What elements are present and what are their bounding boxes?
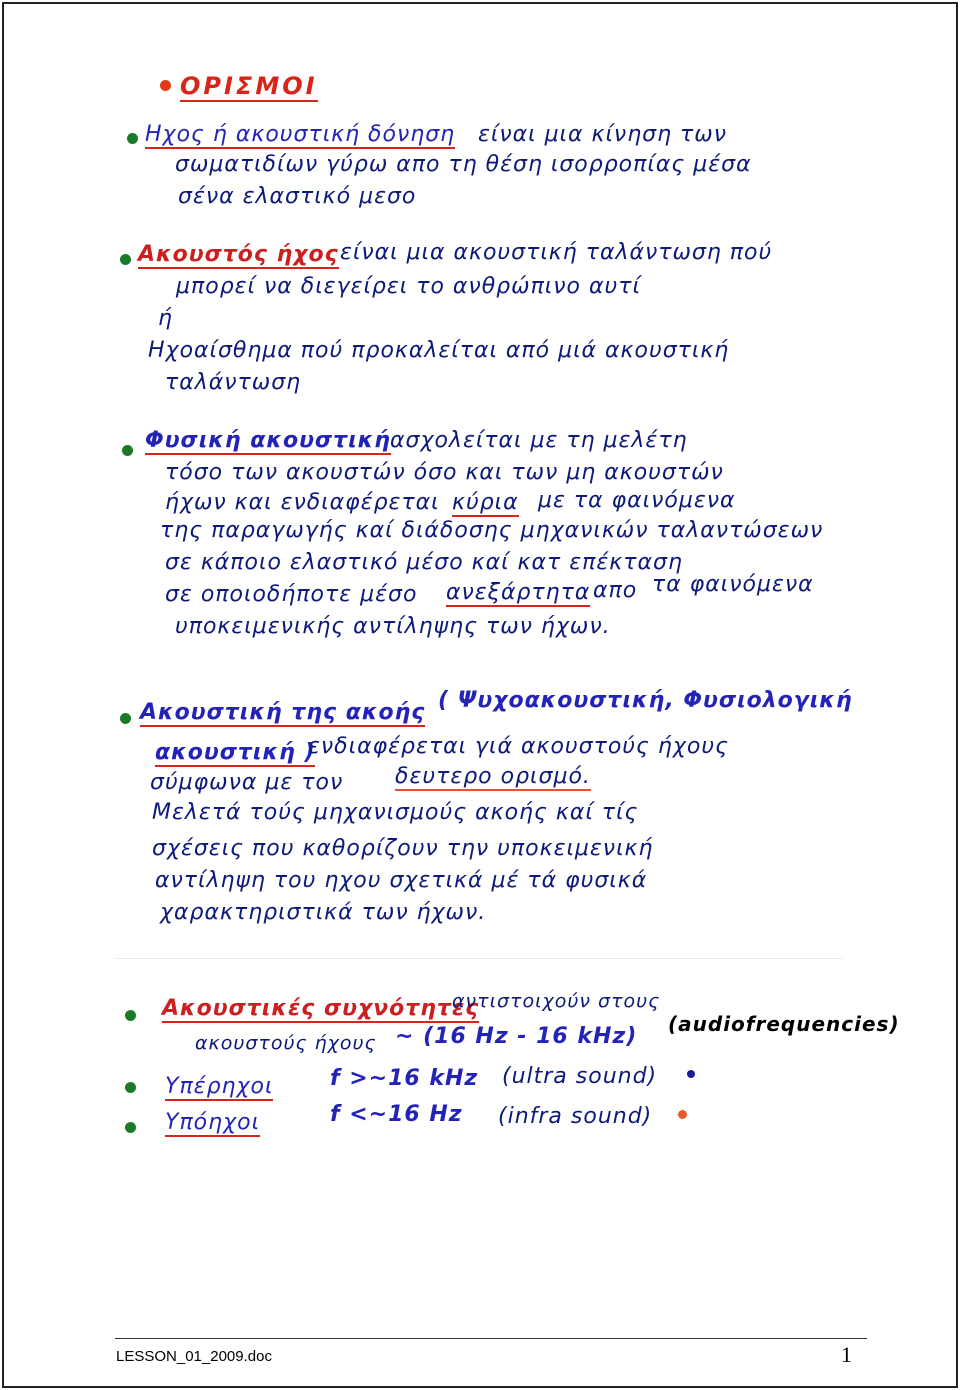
def4-line3a: σύμφωνα με τον <box>150 770 344 795</box>
heading-bullet <box>160 80 171 91</box>
def4-line2a: ακουστική ) <box>155 740 316 765</box>
def4-line5: σχέσεις που καθορίζουν την υποκειμενική <box>152 836 654 861</box>
page-heading: ΟΡΙΣΜΟΙ <box>180 72 318 100</box>
def2-line4: Ηχοαίσθημα πού προκαλείται από μιά ακουστική <box>148 338 730 363</box>
def4-bullet <box>120 713 131 724</box>
def1-term: Ηχος ή ακουστική δόνηση <box>145 122 456 147</box>
def3-line6a: σε οποιοδήποτε μέσο <box>165 582 418 607</box>
def1-line1: είναι μια κίνηση των <box>478 122 727 147</box>
ultra-bullet <box>125 1082 136 1093</box>
ultra-range: f >~16 kHz <box>330 1066 479 1091</box>
def4-line2b: ενδιαφέρεται γιά ακουστούς ήχους <box>308 734 729 759</box>
def3-line2: τόσο των ακουστών όσο και των μη ακουστών <box>165 460 724 485</box>
def3-line6b: ανεξάρτητα <box>446 580 591 605</box>
def4-line6: αντίληψη του ηχου σχετικά μέ τά φυσικά <box>155 868 648 893</box>
infra-name: (infra sound) <box>498 1104 653 1129</box>
ultra-term: Υπέρηχοι <box>165 1074 274 1099</box>
def5-bullet <box>125 1010 136 1021</box>
def3-line3a: ήχων και ενδιαφέρεται <box>165 490 440 515</box>
infra-bullet <box>125 1122 136 1133</box>
footer-rule <box>115 1338 867 1339</box>
def1-bullet <box>127 133 138 144</box>
infra-term: Υπόηχοι <box>165 1110 261 1135</box>
def3-line4: της παραγωγής καί διάδοσης μηχανικών ταλαντώσεων <box>160 518 824 543</box>
infra-dot <box>678 1110 687 1119</box>
def5-term: Ακουστικές συχνότητες <box>162 996 480 1021</box>
def2-line3: ή <box>158 306 173 331</box>
def3-term: Φυσική ακουστική <box>145 428 391 453</box>
def3-line3c: με τα φαινόμενα <box>538 488 736 513</box>
def2-line5: ταλάντωση <box>165 370 302 395</box>
infra-range: f <~16 Hz <box>330 1102 463 1127</box>
def3-line7: υποκειμενικής αντίληψης των ήχων. <box>175 614 611 639</box>
def3-bullet <box>122 445 133 456</box>
ultra-dot <box>687 1070 695 1078</box>
def4-paren: ( Ψυχοακουστική, Φυσιολογική <box>438 688 853 713</box>
def2-bullet <box>120 254 131 265</box>
def4-line7: χαρακτηριστικά των ήχων. <box>160 900 487 925</box>
def5-line1: αντιστοιχούν στους <box>452 990 661 1012</box>
def2-line1: είναι μια ακουστική ταλάντωση πού <box>340 240 773 265</box>
def3-line6d: τα φαινόμενα <box>652 572 814 597</box>
def4-line4: Μελετά τούς μηχανισμούς ακοής καί τίς <box>152 800 639 825</box>
def5-line2c: (audiofrequencies) <box>668 1012 900 1036</box>
def4-line3b: δευτερο ορισμό. <box>395 764 591 789</box>
def3-line3b: κύρια <box>452 490 519 515</box>
def5-line2b: ~ (16 Hz - 16 kHz) <box>395 1024 638 1049</box>
def3-line5: σε κάποιο ελαστικό μέσο καί κατ επέκταση <box>165 550 683 575</box>
section-separator <box>115 958 842 959</box>
ultra-name: (ultra sound) <box>502 1064 658 1089</box>
page-number: 1 <box>841 1342 852 1367</box>
def4-term: Ακουστική της ακοής <box>140 700 426 725</box>
footer-filename: LESSON_01_2009.doc <box>116 1348 272 1365</box>
def1-line2: σωματιδίων γύρω απο τη θέση ισορροπίας μέσα <box>175 152 752 177</box>
def2-line2: μπορεί να διεγείρει το ανθρώπινο αυτί <box>176 274 641 299</box>
def3-line6c: απο <box>593 578 638 603</box>
def3-line1: ασχολείται με τη μελέτη <box>390 428 688 453</box>
def5-line2a: ακουστούς ήχους <box>195 1032 377 1054</box>
def2-term: Ακουστός ήχος <box>138 242 339 267</box>
def1-line3: σένα ελαστικό μεσο <box>178 184 417 209</box>
